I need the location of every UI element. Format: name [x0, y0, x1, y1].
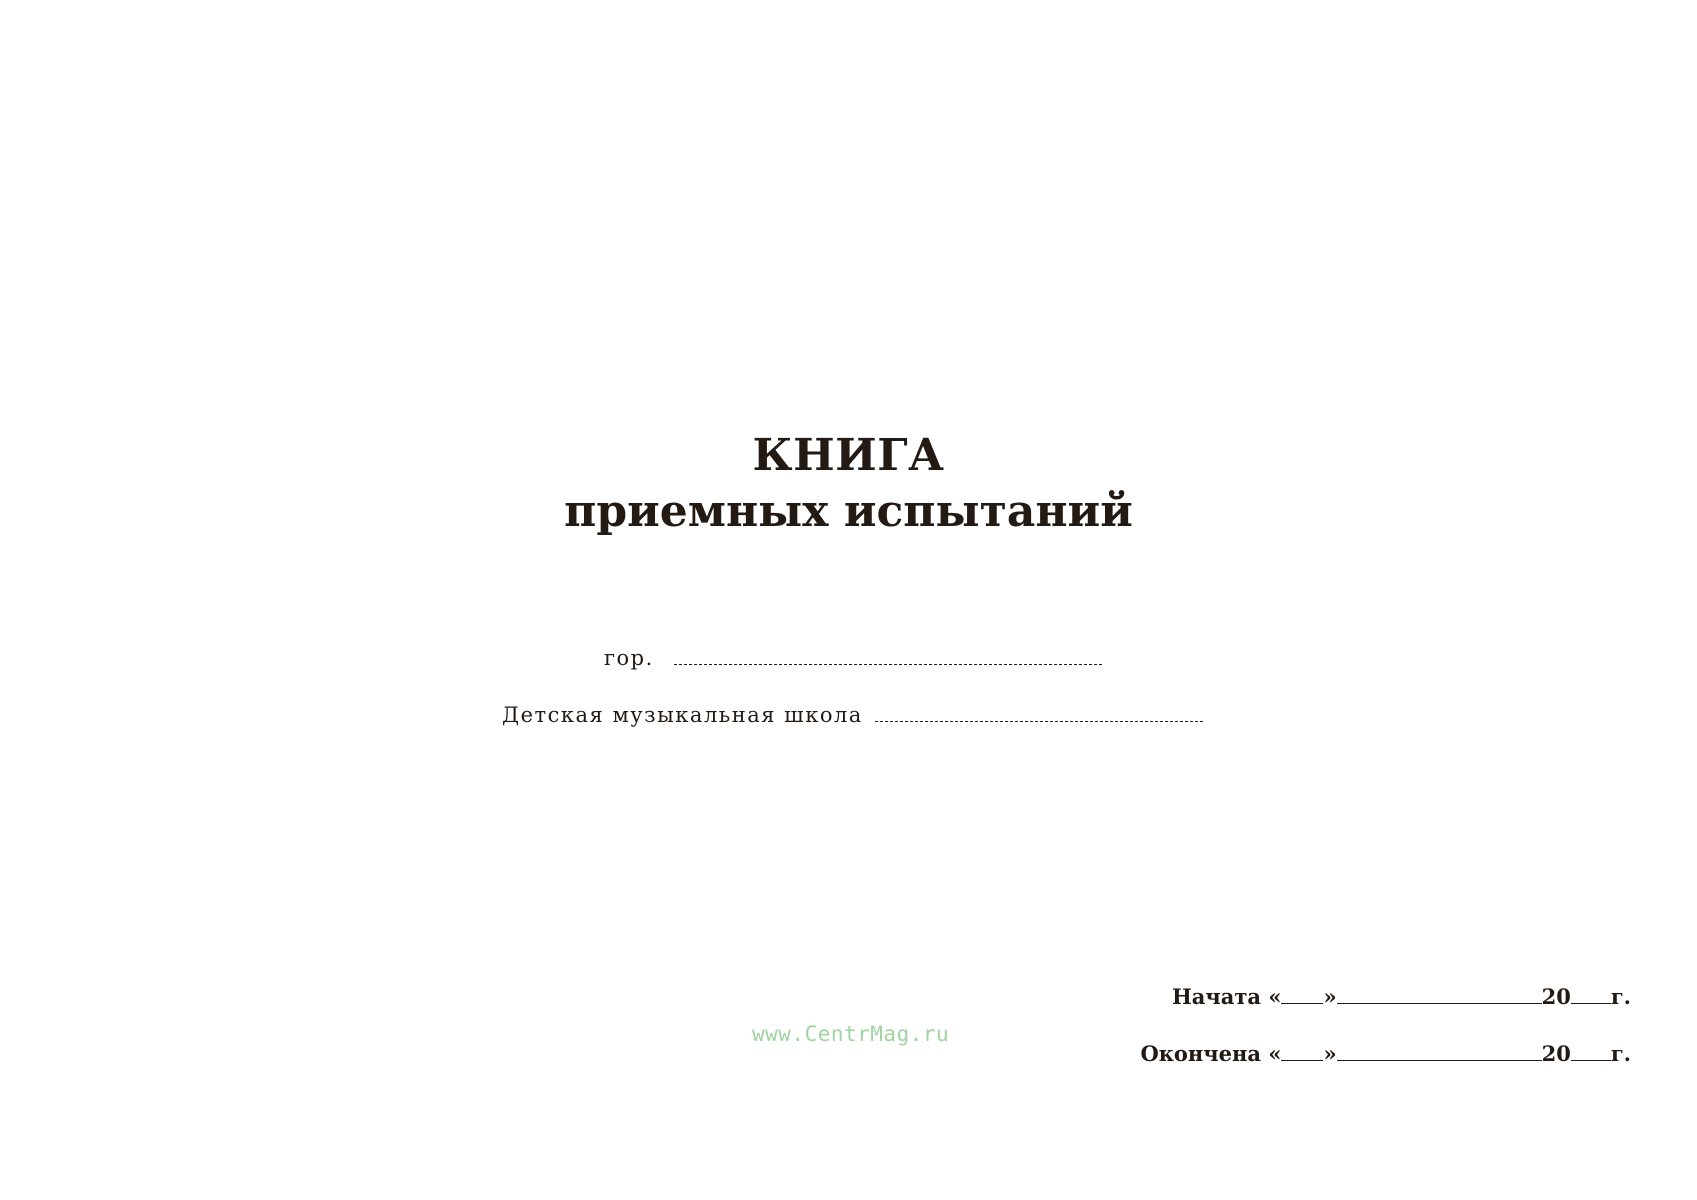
finished-year-suffix: г.: [1610, 1041, 1631, 1066]
finished-close-quote: »: [1323, 1041, 1337, 1066]
finished-label: Окончена «: [1140, 1041, 1282, 1066]
started-month-blank[interactable]: [1337, 985, 1542, 1004]
started-day-blank[interactable]: [1281, 985, 1323, 1004]
finished-day-blank[interactable]: [1281, 1042, 1323, 1061]
city-blank[interactable]: [674, 644, 1102, 665]
city-field: [604, 644, 1102, 670]
finished-year-blank[interactable]: [1571, 1042, 1611, 1061]
started-date-line: [1172, 984, 1631, 1009]
book-title: [0, 432, 1697, 542]
started-label: Начата «: [1171, 984, 1282, 1009]
finished-date-line: [1140, 1041, 1631, 1066]
school-blank[interactable]: [875, 701, 1203, 722]
started-year-blank[interactable]: [1571, 985, 1611, 1004]
title-line-2: приемных испытаний: [564, 486, 1133, 537]
finished-year-prefix: 20: [1541, 1041, 1571, 1066]
started-close-quote: »: [1323, 984, 1337, 1009]
started-year-prefix: 20: [1541, 984, 1571, 1009]
school-label: Детская музыкальная школа: [502, 703, 863, 727]
started-year-suffix: г.: [1610, 984, 1631, 1009]
city-label: гор.: [604, 646, 654, 670]
title-line-1: КНИГА: [752, 430, 945, 481]
finished-month-blank[interactable]: [1337, 1042, 1542, 1061]
watermark: www.CentrMag.ru: [752, 1022, 950, 1046]
school-field: [502, 701, 1203, 727]
